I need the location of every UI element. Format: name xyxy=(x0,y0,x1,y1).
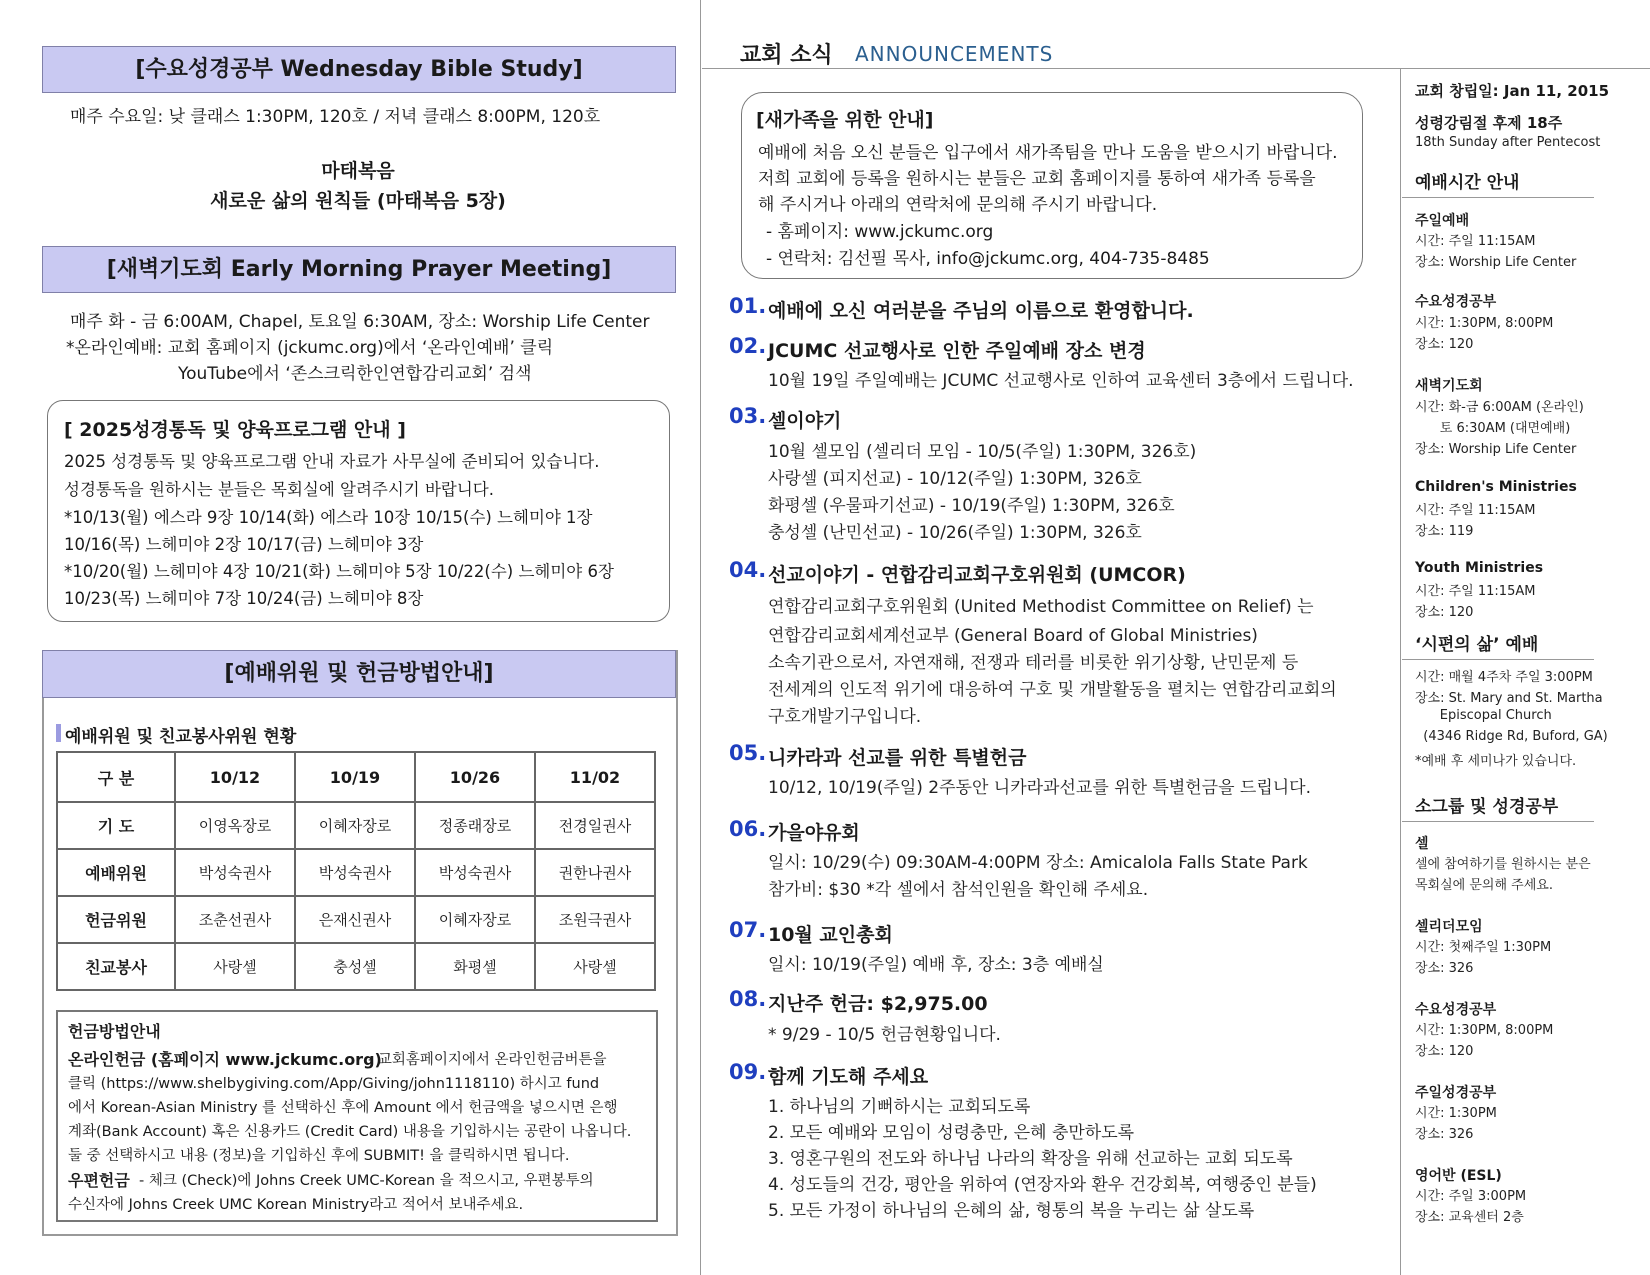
offering-method-title: 헌금방법안내 xyxy=(68,1022,161,1041)
reading-program-title: [ 2025성경통독 및 양육프로그램 안내 ] xyxy=(64,419,406,441)
page-title-english: ANNOUNCEMENTS xyxy=(855,42,1054,66)
table-cell: 은재신권사 xyxy=(295,896,415,943)
bible-study-book: 마태복음 xyxy=(321,160,395,182)
row-header-cell: 헌금위원 xyxy=(57,896,175,943)
service-detail: 장소: Worship Life Center xyxy=(1415,255,1577,270)
service-detail: 시간: 주일 11:15AM xyxy=(1415,234,1536,249)
announcement-number: 03. xyxy=(729,404,767,428)
online-offering-label: 온라인헌금 (홈페이지 www.jckumc.org) xyxy=(68,1050,382,1069)
center-fold-line xyxy=(700,0,701,1275)
small-groups-rule xyxy=(1402,821,1594,822)
announcement-line: 3. 영혼구원의 전도와 하나님 나라의 확장을 위해 선교하는 교회 되도록 xyxy=(768,1149,1293,1169)
season-english: 18th Sunday after Pentecost xyxy=(1415,135,1601,150)
reading-line: 성경통독을 원하시는 분들은 목회실에 알려주시기 바랍니다. xyxy=(64,480,494,499)
online-offering-line: 클릭 (https://www.shelbygiving.com/App/Giving/john1118110) 하시고 fund xyxy=(68,1076,600,1092)
prayer-banner: [새벽기도회 Early Morning Prayer Meeting] xyxy=(42,246,676,293)
table-header-cell: 10/12 xyxy=(175,752,295,802)
table-cell: 이혜자장로 xyxy=(415,896,535,943)
table-row xyxy=(57,849,655,896)
worship-times-rule xyxy=(1402,197,1594,198)
table-cell: 박성숙권사 xyxy=(415,849,535,896)
group-detail: 장소: 120 xyxy=(1415,1044,1474,1059)
founded-date: 교회 창립일: Jan 11, 2015 xyxy=(1415,82,1610,100)
small-groups-title: 소그룹 및 성경공부 xyxy=(1415,797,1559,817)
table-header-cell: 10/19 xyxy=(295,752,415,802)
reading-line: *10/13(월) 에스라 9장 10/14(화) 에스라 10장 10/15(수) 느헤미야 1장 xyxy=(64,508,593,527)
group-detail: 시간: 1:30PM xyxy=(1415,1106,1497,1121)
group-detail: 장소: 326 xyxy=(1415,1127,1474,1142)
row-header-cell: 예배위원 xyxy=(57,849,175,896)
group-detail: 목회실에 문의해 주세요. xyxy=(1415,878,1553,893)
prayer-schedule: 매주 화 - 금 6:00AM, Chapel, 토요일 6:30AM, 장소: Worship Life Center xyxy=(70,312,650,332)
mail-offering-label: 우편헌금 xyxy=(68,1171,130,1190)
offering-banner: [예배위원 및 헌금방법안내] xyxy=(42,650,676,698)
announcement-title: 니카라과 선교를 위한 특별헌금 xyxy=(768,747,1027,769)
service-detail: 시간: 주일 11:15AM xyxy=(1415,503,1536,518)
table-header-cell: 11/02 xyxy=(535,752,655,802)
announcement-number: 04. xyxy=(729,558,767,582)
announcement-line: 연합감리교회세계선교부 (General Board of Global Ministries) xyxy=(768,626,1258,646)
announcement-title: 함께 기도해 주세요 xyxy=(768,1066,929,1088)
service-detail: 장소: 120 xyxy=(1415,337,1474,352)
table-header-cell: 구 분 xyxy=(57,752,175,802)
announcement-title: 지난주 헌금: $2,975.00 xyxy=(768,993,988,1015)
group-name: 수요성경공부 xyxy=(1415,1002,1497,1018)
table-cell: 권한나권사 xyxy=(535,849,655,896)
service-detail: 장소: 120 xyxy=(1415,605,1474,620)
table-header-cell: 10/26 xyxy=(415,752,535,802)
announcement-title: 선교이야기 - 연합감리교회구호위원회 (UMCOR) xyxy=(768,564,1186,586)
announcement-line: 연합감리교회구호위원회 (United Methodist Committee on Relief) 는 xyxy=(768,597,1314,617)
row-header-cell: 기 도 xyxy=(57,802,175,849)
announcement-number: 07. xyxy=(729,918,767,942)
announcement-line: 충성셀 (난민선교) - 10/26(주일) 1:30PM, 326호 xyxy=(768,523,1142,543)
sidebar-divider xyxy=(1400,68,1401,1275)
duty-table-subtitle: 예배위원 및 친교봉사위원 현황 xyxy=(65,727,297,747)
page-title-korean: 교회 소식 xyxy=(740,43,833,68)
announcement-number: 09. xyxy=(729,1060,767,1084)
newcomer-line: 예배에 처음 오신 분들은 입구에서 새가족팀을 만나 도움을 받으시기 바랍니다. xyxy=(758,143,1338,163)
mail-offering-line: 수신자에 Johns Creek UMC Korean Ministry라고 적어서 보내주세요. xyxy=(68,1197,524,1213)
announcement-number: 08. xyxy=(729,987,767,1011)
table-cell: 조원극권사 xyxy=(535,896,655,943)
reading-line: 2025 성경통독 및 양육프로그램 안내 자료가 사무실에 준비되어 있습니다. xyxy=(64,452,600,471)
announcement-line: 1. 하나님의 기뻐하시는 교회되도록 xyxy=(768,1097,1031,1117)
table-cell: 화평셀 xyxy=(415,943,535,990)
service-name: Children's Ministries xyxy=(1415,479,1577,495)
reading-line: *10/20(월) 느헤미야 4장 10/21(화) 느헤미야 5장 10/22(수) 느헤미야 6장 xyxy=(64,562,614,581)
worship-times-title: 예배시간 안내 xyxy=(1415,173,1520,193)
announcement-number: 06. xyxy=(729,817,767,841)
announcement-line: 참가비: $30 *각 셀에서 참석인원을 확인해 주세요. xyxy=(768,880,1149,900)
announcement-title: 셀이야기 xyxy=(768,410,842,432)
announcement-line: 사랑셀 (피지선교) - 10/12(주일) 1:30PM, 326호 xyxy=(768,469,1142,489)
table-cell: 이영옥장로 xyxy=(175,802,295,849)
prayer-youtube: YouTube에서 ‘존스크릭한인연합감리교회’ 검색 xyxy=(178,364,532,384)
announcement-line: 일시: 10/29(수) 09:30AM-4:00PM 장소: Amicalola Falls State Park xyxy=(768,853,1308,873)
announcement-number: 05. xyxy=(729,741,767,765)
psalm-worship-detail: Episcopal Church xyxy=(1415,708,1552,723)
subtitle-marker xyxy=(56,724,61,742)
announcement-title: 가을야유회 xyxy=(768,822,860,844)
group-name: 주일성경공부 xyxy=(1415,1085,1497,1101)
group-detail: 시간: 1:30PM, 8:00PM xyxy=(1415,1023,1554,1038)
table-cell: 충성셀 xyxy=(295,943,415,990)
table-cell: 조춘선권사 xyxy=(175,896,295,943)
group-name: 셀리더모임 xyxy=(1415,919,1483,935)
announcement-line: 구호개발기구입니다. xyxy=(768,707,922,727)
bible-study-topic: 새로운 삶의 원칙들 (마태복음 5장) xyxy=(210,190,506,212)
service-detail: 장소: Worship Life Center xyxy=(1415,442,1577,457)
announcement-line: 2. 모든 예배와 모임이 성령충만, 은혜 충만하도록 xyxy=(768,1123,1135,1143)
announcement-line: * 9/29 - 10/5 헌금현황입니다. xyxy=(768,1025,1001,1045)
table-cell: 이혜자장로 xyxy=(295,802,415,849)
table-cell: 사랑셀 xyxy=(535,943,655,990)
mail-offering-line: - 체크 (Check)에 Johns Creek UMC-Korean 을 적으시고, 우편봉투의 xyxy=(139,1173,594,1189)
psalm-worship-detail: (4346 Ridge Rd, Buford, GA) xyxy=(1415,729,1608,744)
service-detail: 시간: 1:30PM, 8:00PM xyxy=(1415,316,1554,331)
group-name: 셀 xyxy=(1415,836,1429,852)
table-row xyxy=(57,896,655,943)
announcement-line: 10월 셀모임 (셀리더 모임 - 10/5(주일) 1:30PM, 326호) xyxy=(768,442,1197,462)
service-name: 새벽기도회 xyxy=(1415,378,1483,394)
psalm-worship-title: ‘시편의 삶’ 예배 xyxy=(1415,635,1539,655)
table-cell: 박성숙권사 xyxy=(295,849,415,896)
newcomer-title: [새가족을 위한 안내] xyxy=(756,109,934,131)
online-offering-line: 둘 중 선택하시고 내용 (정보)을 기입하신 후에 SUBMIT! 을 클릭하시면 됩니다. xyxy=(68,1148,570,1164)
service-name: 수요성경공부 xyxy=(1415,294,1497,310)
group-detail: 장소: 교육센터 2층 xyxy=(1415,1210,1524,1225)
announcement-line: 10/12, 10/19(주일) 2주동안 니카라과선교를 위한 특별헌금을 드립니다. xyxy=(768,778,1311,798)
newcomer-line: 저희 교회에 등록을 원하시는 분들은 교회 홈페이지를 통하여 새가족 등록을 xyxy=(758,169,1316,189)
announcement-number: 02. xyxy=(729,334,767,358)
psalm-worship-detail: 시간: 매월 4주차 주일 3:00PM xyxy=(1415,670,1593,685)
table-header-row xyxy=(57,752,655,802)
newcomer-line: - 연락처: 김선필 목사, info@jckumc.org, 404-735-8485 xyxy=(766,249,1210,269)
announcement-line: 5. 모든 가정이 하나님의 은혜의 삶, 형통의 복을 누리는 삶 살도록 xyxy=(768,1201,1255,1221)
reading-line: 10/23(목) 느헤미야 7장 10/24(금) 느헤미야 8장 xyxy=(64,589,424,608)
psalm-worship-detail: *예배 후 세미나가 있습니다. xyxy=(1415,754,1577,769)
group-detail: 셀에 참여하기를 원하시는 분은 xyxy=(1415,857,1591,872)
bible-study-banner: [수요성경공부 Wednesday Bible Study] xyxy=(42,46,676,93)
table-cell: 박성숙권사 xyxy=(175,849,295,896)
group-detail: 시간: 주일 3:00PM xyxy=(1415,1189,1527,1204)
service-detail: 시간: 주일 11:15AM xyxy=(1415,584,1536,599)
group-detail: 장소: 326 xyxy=(1415,961,1474,976)
psalm-worship-detail: 장소: St. Mary and St. Martha xyxy=(1415,691,1603,706)
newcomer-line: - 홈페이지: www.jckumc.org xyxy=(766,222,994,242)
announcement-title: 예배에 오신 여러분을 주님의 이름으로 환영합니다. xyxy=(768,300,1194,322)
online-offering-line: 계좌(Bank Account) 혹은 신용카드 (Credit Card) 내용을 기입하시는 공란이 나옵니다. xyxy=(68,1124,632,1140)
reading-line: 10/16(목) 느헤미야 2장 10/17(금) 느헤미야 3장 xyxy=(64,535,424,554)
service-detail: 시간: 화-금 6:00AM (온라인) xyxy=(1415,400,1584,415)
psalm-worship-rule xyxy=(1402,659,1594,660)
table-row xyxy=(57,943,655,990)
announcement-line: 화평셀 (우물파기선교) - 10/19(주일) 1:30PM, 326호 xyxy=(768,496,1175,516)
online-offering-line: - 교회홈페이지에서 온라인헌금버튼을 xyxy=(368,1052,607,1068)
table-cell: 사랑셀 xyxy=(175,943,295,990)
announcement-line: 4. 성도들의 건강, 평안을 위하여 (연장자와 환우 건강회복, 여행중인 분들) xyxy=(768,1175,1317,1195)
service-name: Youth Ministries xyxy=(1415,560,1544,576)
service-name: 주일예배 xyxy=(1415,213,1470,229)
announcement-line: 10월 19일 주일예배는 JCUMC 선교행사로 인하여 교육센터 3층에서 드립니다. xyxy=(768,371,1354,391)
table-cell: 전경일권사 xyxy=(535,802,655,849)
duty-table xyxy=(56,751,656,991)
group-name: 영어반 (ESL) xyxy=(1415,1168,1502,1184)
announcement-title: 10월 교인총회 xyxy=(768,924,893,946)
header-rule xyxy=(702,68,1650,69)
announcement-line: 일시: 10/19(주일) 예배 후, 장소: 3층 예배실 xyxy=(768,955,1104,975)
announcement-number: 01. xyxy=(729,294,767,318)
season-korean: 성령강림절 후제 18주 xyxy=(1415,114,1563,132)
group-detail: 시간: 첫째주일 1:30PM xyxy=(1415,940,1552,955)
prayer-online: *온라인예배: 교회 홈페이지 (jckumc.org)에서 ‘온라인예배’ 클릭 xyxy=(66,338,554,358)
table-row xyxy=(57,802,655,849)
online-offering-line: 에서 Korean-Asian Ministry 를 선택하신 후에 Amount 에서 헌금액을 넣으시면 은행 xyxy=(68,1100,618,1116)
newcomer-line: 해 주시거나 아래의 연락처에 문의해 주시기 바랍니다. xyxy=(758,195,1158,215)
service-detail: 토 6:30AM (대면예배) xyxy=(1415,421,1571,436)
announcement-line: 소속기관으로서, 자연재해, 전쟁과 테러를 비롯한 위기상황, 난민문제 등 xyxy=(768,653,1299,673)
table-cell: 정종래장로 xyxy=(415,802,535,849)
service-detail: 장소: 119 xyxy=(1415,524,1474,539)
announcement-line: 전세계의 인도적 위기에 대응하여 구호 및 개발활동을 펼치는 연합감리교회의 xyxy=(768,680,1337,700)
row-header-cell: 친교봉사 xyxy=(57,943,175,990)
announcement-title: JCUMC 선교행사로 인한 주일예배 장소 변경 xyxy=(768,340,1146,362)
bible-study-schedule: 매주 수요일: 낮 클래스 1:30PM, 120호 / 저녁 클래스 8:00PM, 120호 xyxy=(70,107,601,127)
